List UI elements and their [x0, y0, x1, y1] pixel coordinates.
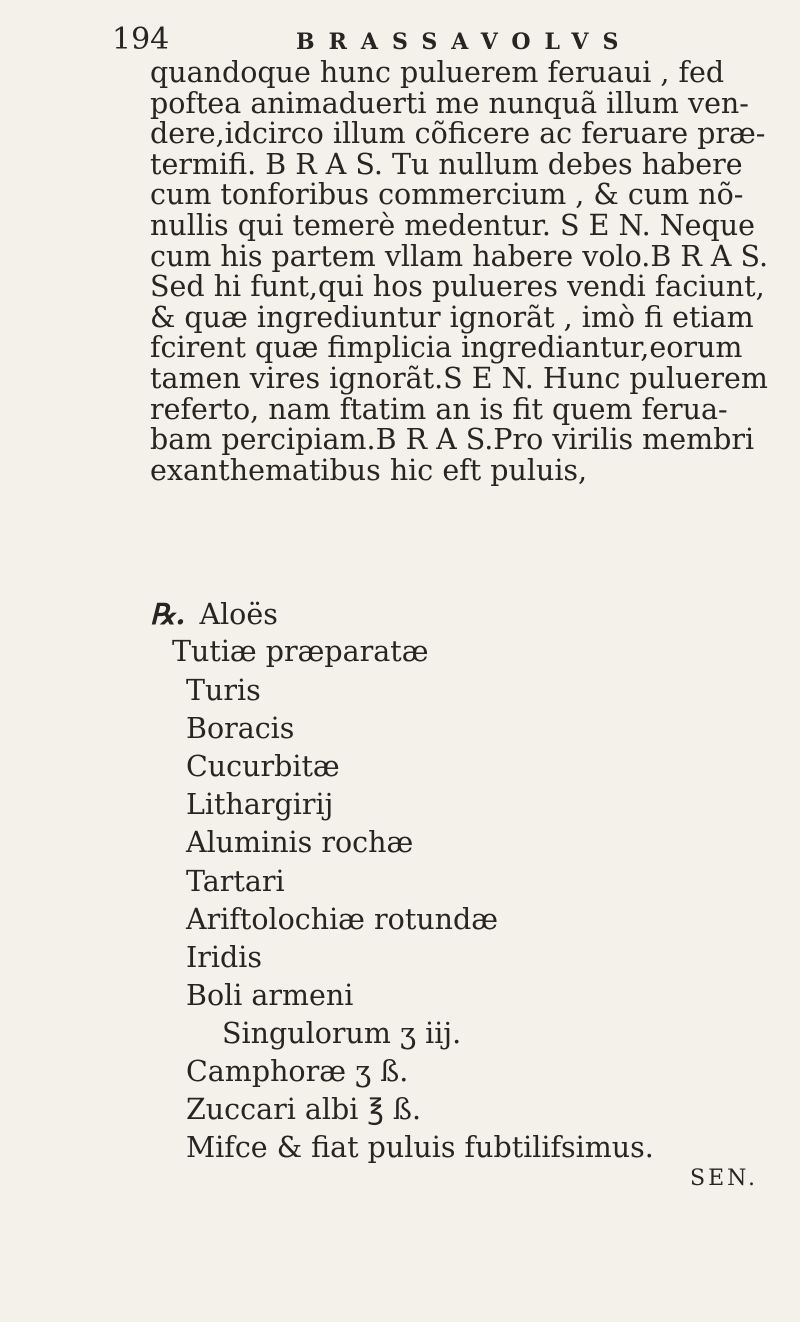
ingredient: Aluminis rochæ [186, 826, 414, 859]
ingredient: Cucurbitæ [186, 750, 340, 783]
ingredient: Ariftolochiæ rotundæ [186, 903, 499, 936]
running-head: BRASSAVOLVS [296, 29, 633, 55]
ingredient: Turis [186, 674, 261, 707]
ingredient: Tartari [186, 865, 285, 898]
text-line: tamen vires ignorãt.S E N. Hunc puluerem [150, 361, 768, 395]
text-line: exanthematibus hic eft puluis, [150, 453, 588, 487]
ingredient: Lithargirij [186, 788, 334, 821]
ingredient: Tutiæ præparatæ [172, 635, 429, 668]
rx-symbol: ℞. [150, 597, 186, 631]
text-line: fcirent quæ fimplicia ingrediantur,eorum [150, 331, 743, 365]
page-header [112, 20, 752, 60]
catchword: SEN. [690, 1166, 758, 1191]
instruction-line: Mifce & fiat puluis fubtilifsimus. [186, 1131, 654, 1164]
text-line: nullis qui temerè medentur. S E N. Neque [150, 208, 755, 242]
ingredient: Zuccari albi ℥ ß. [186, 1093, 422, 1126]
text-line: poftea animaduerti me nunquã illum ven- [150, 86, 749, 120]
text-line: cum tonforibus commercium , & cum nõ- [150, 178, 744, 212]
text-line: referto, nam ftatim an is fit quem ferua- [150, 392, 728, 426]
ingredient: Boli armeni [186, 979, 354, 1012]
recipe-line [150, 597, 278, 631]
ingredient: Camphoræ ʒ ß. [186, 1055, 409, 1088]
text-line: bam percipiam.B R A S.Pro virilis membri [150, 423, 755, 457]
ingredient: Iridis [186, 941, 262, 974]
ingredient: Aloës [199, 598, 278, 631]
ingredient: Boracis [186, 712, 295, 745]
text-line: cum his partem vllam habere volo.B R A S. [150, 239, 769, 273]
page-number: 194 [112, 22, 170, 57]
text-line: & quæ ingrediuntur ignorãt , imò fi etiam [150, 300, 754, 334]
body-text [150, 58, 800, 486]
text-line: quandoque hunc puluerem feruaui , fed [150, 56, 725, 89]
text-line: termifi. B R A S. Tu nullum debes habere [150, 147, 743, 181]
text-line: Sed hi funt,qui hos pulueres vendi faciunt, [150, 270, 765, 304]
text-line: dere,idcirco illum cõficere ac feruare præ- [150, 117, 766, 151]
quantity-line: Singulorum ʒ iij. [222, 1017, 462, 1050]
